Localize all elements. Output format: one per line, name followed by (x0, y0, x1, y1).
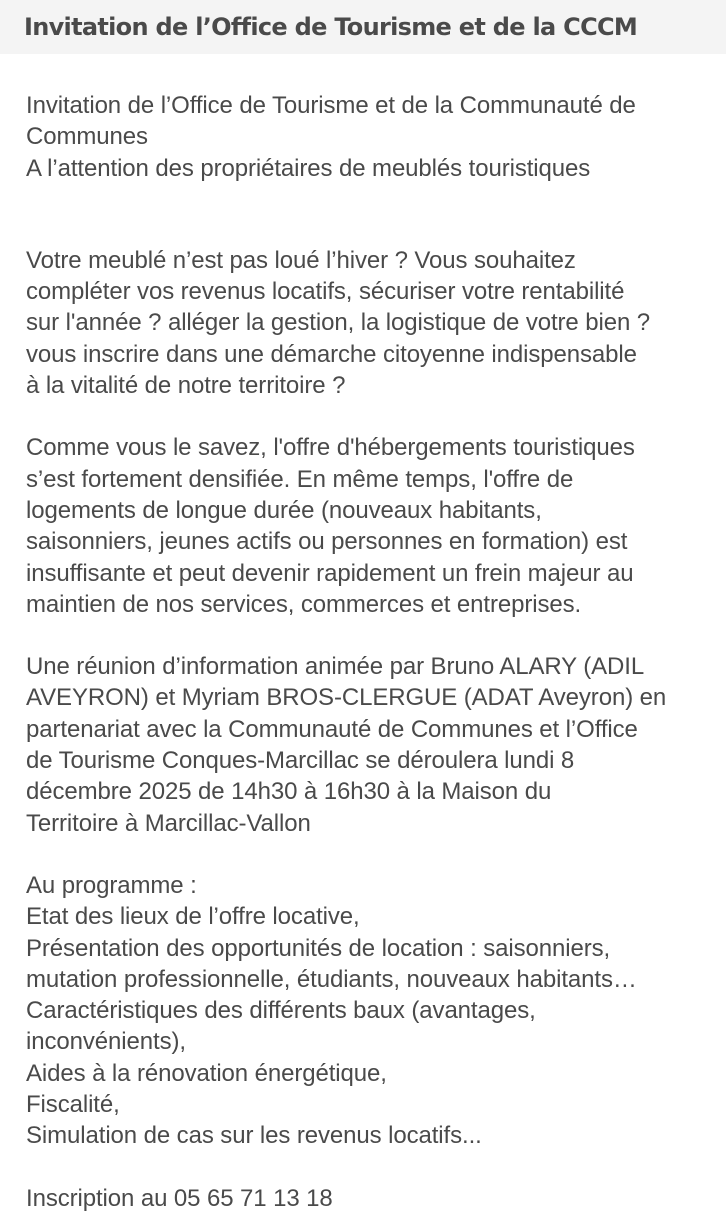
inscription-line: Inscription au 05 65 71 13 18 (26, 1184, 333, 1212)
intro-block (26, 90, 700, 184)
header-bar (0, 0, 726, 54)
programme-item: Aides à la rénovation énergétique, (26, 1059, 387, 1087)
programme-item: Présentation des opportunités de location : saisonniers, (26, 934, 611, 962)
paragraph-line: maintien de nos services, commerces et entreprises. (26, 590, 582, 618)
paragraph-line: de Tourisme Conques-Marcillac se déroulera lundi 8 (26, 747, 575, 775)
paragraph-line: Votre meublé n’est pas loué l’hiver ? Vous souhaitez (26, 246, 576, 274)
paragraph-line: AVEYRON) et Myriam BROS-CLERGUE (ADAT Aveyron) en (26, 684, 667, 712)
paragraph-questions (26, 245, 700, 401)
paragraph-meeting (26, 651, 700, 839)
paragraph-line: Une réunion d’information animée par Bruno ALARY (ADIL (26, 653, 645, 681)
intro-line: A l’attention des propriétaires de meublés touristiques (26, 154, 591, 182)
programme-item: Fiscalité, (26, 1091, 120, 1119)
paragraph-line: sur l'année ? alléger la gestion, la logistique de votre bien ? (26, 309, 651, 337)
programme-item: mutation professionnelle, étudiants, nouveaux habitants… (26, 965, 637, 993)
paragraph-line: compléter vos revenus locatifs, sécuriser votre rentabilité (26, 278, 625, 306)
paragraph-line: Comme vous le savez, l'offre d'hébergements touristiques (26, 434, 635, 462)
paragraph-line: décembre 2025 de 14h30 à 16h30 à la Maison du (26, 778, 552, 806)
programme-item: Etat des lieux de l’offre locative, (26, 903, 360, 931)
programme-list (26, 870, 700, 1152)
paragraph-context (26, 432, 700, 620)
article-body (0, 90, 726, 1214)
programme-item: Caractéristiques des différents baux (avantages, (26, 997, 536, 1025)
paragraph-line: saisonniers, jeunes actifs ou personnes en formation) est (26, 528, 628, 556)
page-title: Invitation de l’Office de Tourisme et de la CCCM (24, 13, 638, 41)
programme-heading: Au programme : (26, 871, 197, 899)
paragraph-line: vous inscrire dans une démarche citoyenne indispensable (26, 340, 637, 368)
paragraph-line: Territoire à Marcillac-Vallon (26, 809, 311, 837)
intro-line: Communes (26, 123, 148, 151)
inscription-contact (26, 1183, 700, 1214)
paragraph-line: partenariat avec la Communauté de Communes et l’Office (26, 715, 638, 743)
programme-item: Simulation de cas sur les revenus locatifs... (26, 1122, 482, 1150)
paragraph-line: à la vitalité de notre territoire ? (26, 372, 346, 400)
paragraph-line: logements de longue durée (nouveaux habitants, (26, 496, 542, 524)
intro-line: Invitation de l’Office de Tourisme et de la Communauté de (26, 92, 636, 119)
paragraph-line: s’est fortement densifiée. En même temps, l'offre de (26, 465, 574, 493)
paragraph-line: insuffisante et peut devenir rapidement un frein majeur au (26, 559, 634, 587)
programme-item: inconvénients), (26, 1028, 186, 1056)
